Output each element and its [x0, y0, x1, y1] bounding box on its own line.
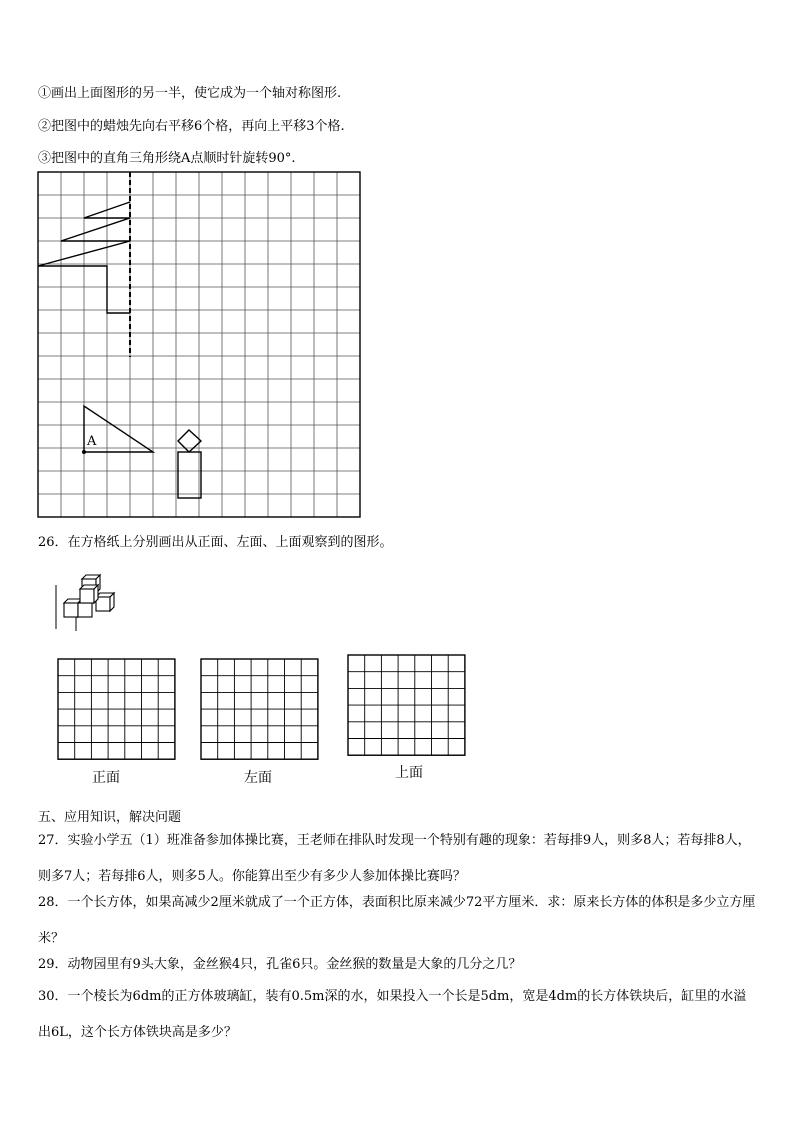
front-view-grid[interactable] — [58, 659, 176, 761]
instruction-1: ①画出上面图形的另一半，使它成为一个轴对称图形. — [38, 86, 342, 101]
front-view-caption: 正面 — [92, 770, 120, 786]
left-view-caption: 左面 — [244, 770, 272, 786]
candle-body — [178, 452, 201, 498]
question-28: 28．一个长方体，如果高减少2厘米就成了一个正方体，表面积比原来减少72平方厘米．求：原来长方体的体积是多少立方厘米？ — [38, 895, 756, 946]
question-26: 26．在方格纸上分别画出从正面、左面、上面观察到的图形。 — [38, 535, 393, 550]
section-heading: 五、应用知识，解决问题 — [38, 810, 182, 825]
top-view-grid[interactable] — [348, 655, 466, 757]
main-grid-figure[interactable] — [38, 172, 368, 522]
point-a — [82, 450, 86, 454]
question-29: 29．动物园里有9头大象，金丝猴4只，孔雀6只。金丝猴的数量是大象的几分之几？ — [38, 957, 522, 972]
candle-flame — [178, 430, 201, 452]
left-view-grid[interactable] — [201, 659, 319, 761]
top-view-caption: 上面 — [395, 765, 423, 781]
question-27: 27．实验小学五（1）班准备参加体操比赛，王老师在排队时发现一个特别有趣的现象：若每排9人，则多8人；若每排8人，则多7人；若每排6人，则多5人。你能算出至少有多少人参加体操比赛吗？ — [38, 833, 751, 884]
grid-lines — [38, 172, 360, 517]
instruction-3: ③把图中的直角三角形绕A点顺时针旋转90°. — [38, 151, 296, 166]
question-30: 30．一个棱长为6dm的正方体玻璃缸，装有0.5m深的水，如果投入一个长是5dm，宽是4dm的长方体铁块后，缸里的水溢出6L，这个长方体铁块高是多少？ — [38, 989, 747, 1040]
instruction-2: ②把图中的蜡烛先向右平移6个格，再向上平移3个格. — [38, 119, 345, 134]
cube-stack-figure — [52, 565, 132, 635]
point-a-label: A — [87, 434, 97, 449]
